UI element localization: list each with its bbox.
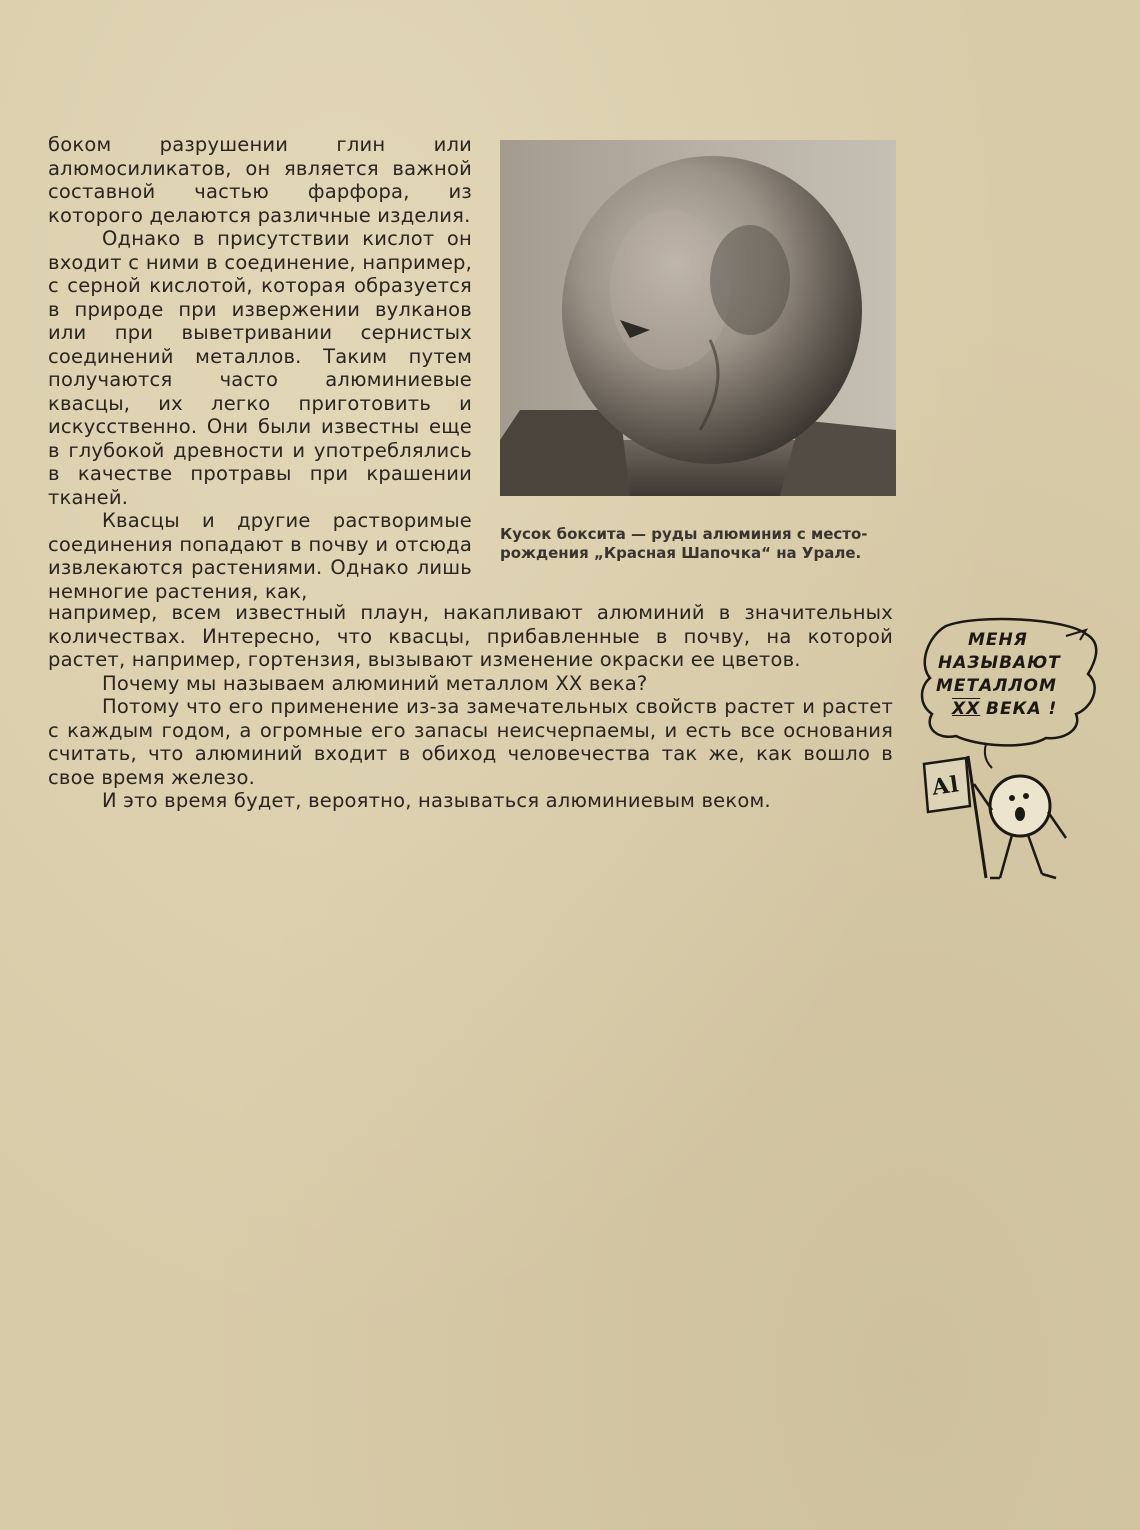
bubble-text-line: МЕНЯ — [968, 630, 1028, 650]
full-width-text — [48, 601, 893, 813]
paragraph: Квасцы и другие растворимые соединения попадают в почву и отсюда извлекаются растениями. Однако лишь немногие растения, как, — [48, 509, 472, 603]
aluminium-mascot-cartoon — [916, 616, 1116, 886]
paragraph: Однако в присутствии кислот он входит с ними в соединение, например, с серной кислотой, которая образуется в природе при извержении вулканов или при выветривании сернистых соединений металлов. Таким путем получаются часто алюминиевые квасцы, их легко приготовить и искусственно. Они были известны еще в глубокой древности и употреблялись в качестве протравы при крашении тканей. — [48, 227, 472, 509]
bubble-text-line: НАЗЫВАЮТ — [938, 653, 1061, 673]
left-text-column — [48, 133, 472, 603]
bubble-text-line: XX — [952, 699, 981, 719]
bubble-text-line: МЕТАЛЛОМ — [936, 676, 1057, 696]
bauxite-photo-image — [500, 140, 896, 496]
bauxite-photo — [500, 140, 896, 496]
caption-line: рождения „Красная Шапочка“ на Урале. — [500, 544, 862, 562]
paragraph: Почему мы называем алюминий металлом XX века? — [102, 671, 648, 695]
bubble-text-line: ВЕКА ! — [986, 699, 1058, 719]
paragraph: боком разрушении глин или алюмосиликатов, он является важной составной частью фарфора, из которого делаются различные изделия. — [48, 133, 472, 227]
caption-line: Кусок боксита — руды алюминия с место- — [500, 525, 868, 543]
paragraph: Потому что его применение из-за замечательных свойств растет и растет с каждым годом, а огромные его запасы неисчерпаемы, и есть все основания считать, что алюминий входит в обиход человечества так же, как вошло в свое время железо. — [48, 695, 893, 789]
paragraph: например, всем известный плаун, накапливают алюминий в значительных количествах. Интересно, что квасцы, прибавленные в почву, на которой растет, например, гортензия, вызывают изменение окраски ее цветов. — [48, 601, 893, 671]
photo-caption — [500, 525, 900, 563]
paragraph: И это время будет, вероятно, называться алюминиевым веком. — [102, 789, 771, 812]
flag-symbol: Al — [930, 771, 962, 801]
